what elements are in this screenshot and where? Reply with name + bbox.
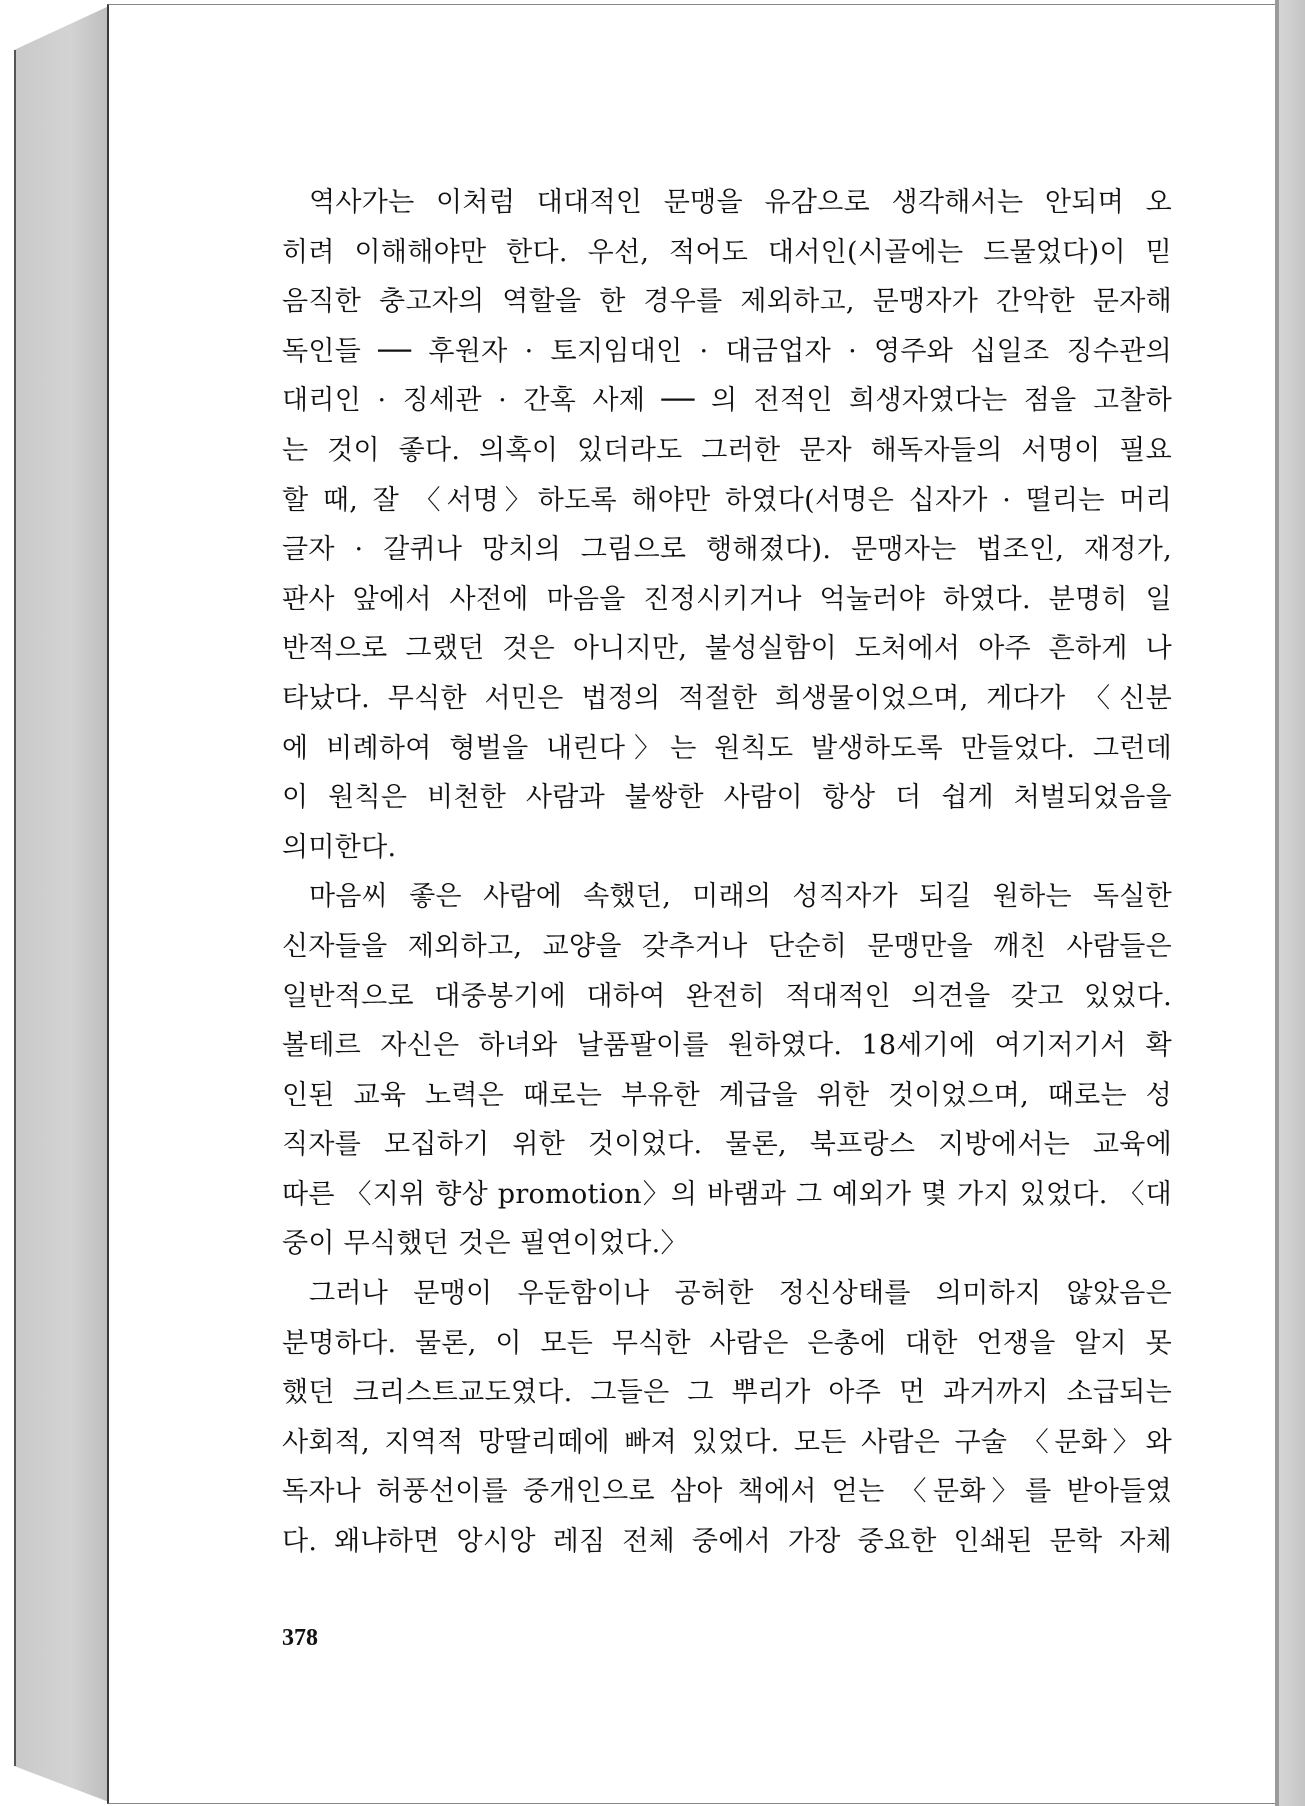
text-line: 사회적, 지역적 망딸리떼에 빠져 있었다. 모든 사람은 구술 〈문화〉와 bbox=[282, 1426, 1172, 1458]
text-line: 역사가는 이처럼 대대적인 문맹을 유감으로 생각해서는 안되며 오 bbox=[309, 187, 1172, 218]
text-line: 따른 〈지위 향상 promotion〉의 바램과 그 예외가 몇 가지 있었다. 〈대 bbox=[282, 1178, 1172, 1210]
page-right-edge bbox=[1275, 0, 1305, 1806]
text-line: 신자들을 제외하고, 교양을 갖추거나 단순히 문맹만을 깨친 사람들은 bbox=[282, 930, 1172, 962]
text-line: 이 원칙은 비천한 사람과 불쌍한 사람이 항상 더 쉽게 처벌되었음을 bbox=[282, 782, 1172, 814]
text-line: 마음씨 좋은 사람에 속했던, 미래의 성직자가 되길 원하는 독실한 bbox=[309, 881, 1172, 913]
text-line: 의미한다. bbox=[282, 831, 397, 863]
text-line: 했던 크리스트교도였다. 그들은 그 뿌리가 아주 먼 과거까지 소급되는 bbox=[282, 1377, 1172, 1409]
text-line: 는 것이 좋다. 의혹이 있더라도 그러한 문자 해독자들의 서명이 필요 bbox=[282, 434, 1172, 466]
text-line: 그러나 문맹이 우둔함이나 공허한 정신상태를 의미하지 않았음은 bbox=[309, 1278, 1172, 1310]
body-text bbox=[282, 178, 1172, 1567]
text-line: 중이 무식했던 것은 필연이었다.〉 bbox=[282, 1228, 688, 1260]
text-line: 일반적으로 대중봉기에 대하여 완전히 적대적인 의견을 갖고 있었다. bbox=[282, 980, 1172, 1012]
text-line: 에 비례하여 형벌을 내린다〉는 원칙도 발생하도록 만들었다. 그런데 bbox=[282, 732, 1172, 764]
text-line: 글자 · 갈퀴나 망치의 그림으로 행해졌다). 문맹자는 법조인, 재정가, bbox=[282, 534, 1172, 566]
text-line: 반적으로 그랬던 것은 아니지만, 불성실함이 도처에서 아주 흔하게 나 bbox=[282, 633, 1172, 665]
text-line: 할 때, 잘 〈서명〉하도록 해야만 하였다(서명은 십자가 · 떨리는 머리 bbox=[282, 484, 1172, 516]
text-line: 볼테르 자신은 하녀와 날품팔이를 원하였다. 18세기에 여기저기서 확 bbox=[282, 1030, 1172, 1062]
text-line: 독인들 ── 후원자 · 토지임대인 · 대금업자 · 영주와 십일조 징수관의 bbox=[282, 335, 1172, 367]
text-line: 독자나 허풍선이를 중개인으로 삼아 책에서 얻는 〈문화〉를 받아들였 bbox=[282, 1476, 1172, 1508]
text-line: 다. 왜냐하면 앙시앙 레짐 전체 중에서 가장 중요한 인쇄된 문학 자체 bbox=[282, 1526, 1172, 1558]
text-line: 직자를 모집하기 위한 것이었다. 물론, 북프랑스 지방에서는 교육에 bbox=[282, 1129, 1172, 1161]
text-line: 히려 이해해야만 한다. 우선, 적어도 대서인(시골에는 드물었다)이 믿 bbox=[282, 236, 1172, 268]
text-line: 인된 교육 노력은 때로는 부유한 계급을 위한 것이었으며, 때로는 성 bbox=[282, 1079, 1172, 1111]
text-line: 대리인 · 징세관 · 간혹 사제 ── 의 전적인 희생자였다는 점을 고찰하 bbox=[282, 385, 1172, 417]
text-line: 음직한 충고자의 역할을 한 경우를 제외하고, 문맹자가 간악한 문자해 bbox=[282, 286, 1172, 318]
book-spine bbox=[14, 6, 109, 1802]
page-number: 378 bbox=[282, 1625, 318, 1651]
text-line: 판사 앞에서 사전에 마음을 진정시키거나 억눌러야 하였다. 분명히 일 bbox=[282, 583, 1172, 615]
page-right-edge-shadow bbox=[1275, 0, 1279, 1806]
text-line: 타났다. 무식한 서민은 법정의 적절한 희생물이었으며, 게다가 〈신분 bbox=[282, 682, 1172, 714]
text-line: 분명하다. 물론, 이 모든 무식한 사람은 은총에 대한 언쟁을 알지 못 bbox=[282, 1327, 1172, 1359]
